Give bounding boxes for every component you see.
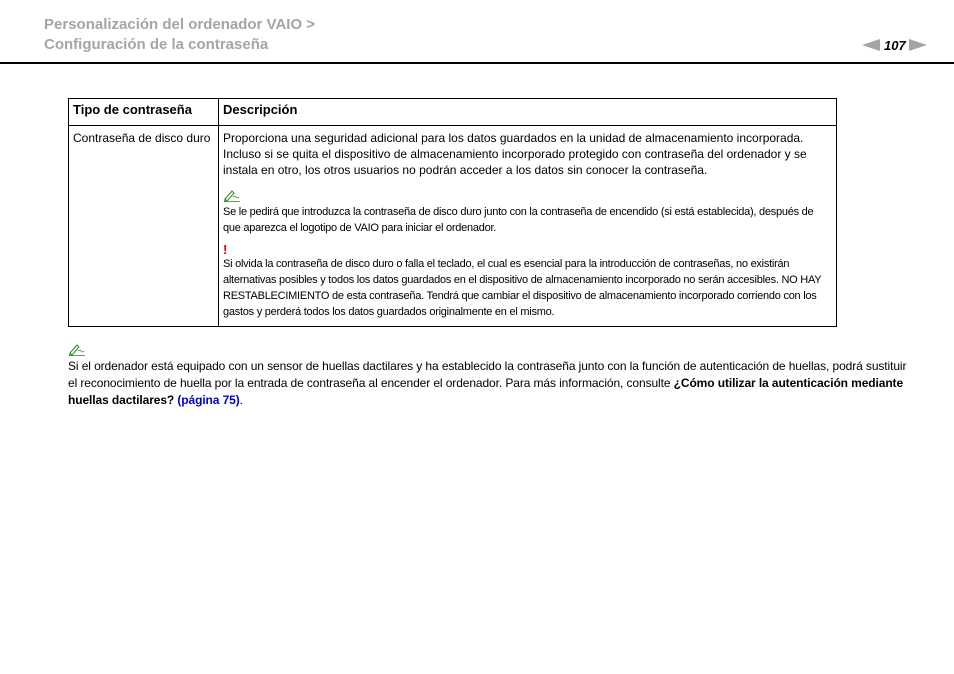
warning-text: Si olvida la contraseña de disco duro o falla el teclado, el cual es esencial para la introducción de contraseñas, no existirán alternativas posibles y todos los datos guardados en el dispositivo de almacenamiento incorporado no serán accesibles. NO HAY RESTABLECIMIENTO de esta contraseña. Tendrá que cambiar el dispositivo de almacenamiento incorporado corriendo con los gastos y perderá todos los datos guardados originalmente en el mismo. bbox=[223, 258, 822, 318]
page-header bbox=[0, 0, 954, 64]
column-header-description: Descripción bbox=[219, 99, 837, 126]
footnote-text: Si el ordenador está equipado con un sensor de huellas dactilares y ha establecido la contraseña junto con la función de autenticación de huellas, podrá sustituir el reconocimiento de huella por la entrada de contraseña al encender el ordenador. Para más información, consulte bbox=[68, 359, 907, 390]
breadcrumb-section: Personalización del ordenador VAIO > bbox=[44, 16, 316, 33]
pencil-note-icon bbox=[223, 188, 832, 204]
password-table bbox=[68, 98, 837, 327]
table-row bbox=[69, 126, 837, 327]
note-text: Se le pedirá que introduzca la contraseña de disco duro junto con la contraseña de encendido (si está establecida), después de que aparezca el logotipo de VAIO para iniciar el ordenador. bbox=[223, 206, 814, 234]
page-75-link[interactable]: (página 75) bbox=[177, 393, 240, 407]
warning-icon: ! bbox=[223, 242, 228, 257]
arrow-left-icon[interactable] bbox=[862, 39, 880, 51]
page-navigator bbox=[862, 37, 927, 53]
cell-password-type: Contraseña de disco duro bbox=[69, 126, 219, 327]
header-divider bbox=[0, 62, 954, 64]
footnote-end: . bbox=[239, 393, 243, 407]
footnote bbox=[68, 342, 918, 409]
cell-description bbox=[219, 126, 837, 327]
fingerprint-reference: ¿Cómo utilizar la autenticación mediante huellas dactilares? bbox=[68, 376, 904, 407]
table-header-row bbox=[69, 99, 837, 126]
column-header-type: Tipo de contraseña bbox=[69, 99, 219, 126]
description-text: Proporciona una seguridad adicional para los datos guardados en la unidad de almacenamiento incorporada. Incluso si se quita el dispositivo de almacenamiento incorporado protegido con contraseña del ordenador y se instala en otro, los otros usuarios no podrán acceder a los datos sin conocer la contraseña. bbox=[223, 131, 807, 177]
footnote-paragraph bbox=[68, 358, 918, 409]
page-number: 107 bbox=[884, 37, 906, 53]
pencil-note-icon bbox=[68, 342, 918, 358]
arrow-right-icon[interactable] bbox=[909, 39, 927, 51]
page-title: Configuración de la contraseña bbox=[44, 36, 269, 53]
